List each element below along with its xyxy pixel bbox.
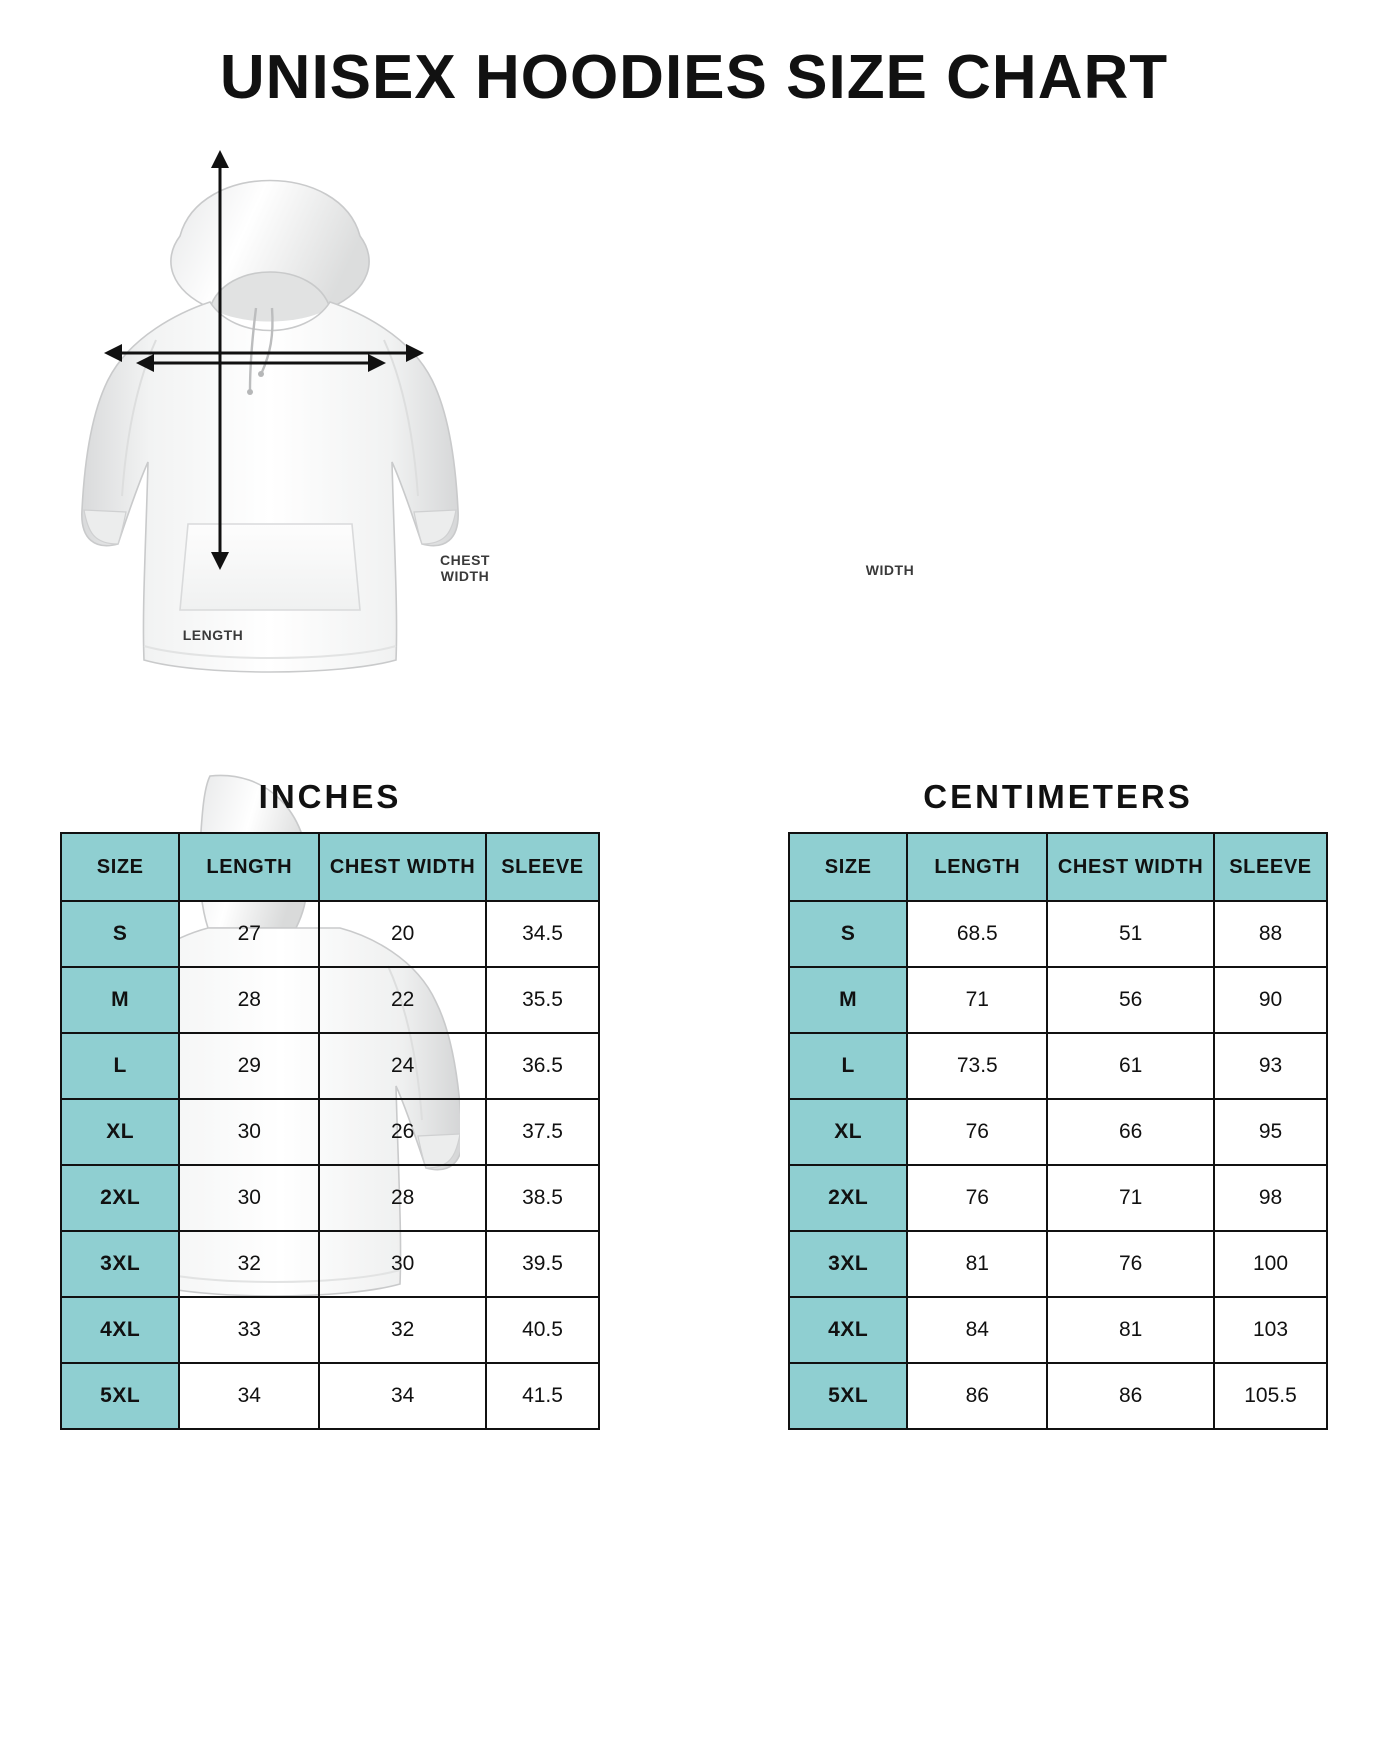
cell-size: 4XL — [789, 1297, 907, 1363]
cell-sleeve: 105.5 — [1214, 1363, 1327, 1429]
table-row — [789, 1165, 1327, 1231]
cell-chest-width: 81 — [1047, 1297, 1214, 1363]
cell-length: 33 — [179, 1297, 319, 1363]
column-header-sleeve: SLEEVE — [486, 833, 599, 901]
cell-sleeve: 100 — [1214, 1231, 1327, 1297]
cell-chest-width: 20 — [319, 901, 486, 967]
cell-sleeve: 35.5 — [486, 967, 599, 1033]
centimeters-table-wrap — [788, 778, 1328, 1430]
cell-length: 71 — [907, 967, 1047, 1033]
table-row — [789, 1033, 1327, 1099]
table-row — [789, 1297, 1327, 1363]
cell-chest-width: 66 — [1047, 1099, 1214, 1165]
cell-size: L — [789, 1033, 907, 1099]
cell-size: 4XL — [61, 1297, 179, 1363]
cell-sleeve: 93 — [1214, 1033, 1327, 1099]
column-header-chest-width: CHEST WIDTH — [319, 833, 486, 901]
cell-sleeve: 41.5 — [486, 1363, 599, 1429]
cell-length: 86 — [907, 1363, 1047, 1429]
cell-size: XL — [789, 1099, 907, 1165]
width-label: WIDTH — [865, 562, 915, 579]
centimeters-heading: CENTIMETERS — [923, 778, 1193, 816]
cell-chest-width: 76 — [1047, 1231, 1214, 1297]
cell-sleeve: 38.5 — [486, 1165, 599, 1231]
cell-sleeve: 98 — [1214, 1165, 1327, 1231]
cell-sleeve: 34.5 — [486, 901, 599, 967]
page-title: UNISEX HOODIES SIZE CHART — [219, 43, 1169, 112]
cell-size: XL — [61, 1099, 179, 1165]
cell-length: 68.5 — [907, 901, 1047, 967]
cell-chest-width: 34 — [319, 1363, 486, 1429]
cell-chest-width: 22 — [319, 967, 486, 1033]
table-header-row — [61, 833, 599, 901]
cell-size: 5XL — [789, 1363, 907, 1429]
column-header-sleeve: SLEEVE — [1214, 833, 1327, 901]
column-header-chest-width: CHEST WIDTH — [1047, 833, 1214, 901]
inches-heading: INCHES — [258, 778, 402, 816]
cell-size: 5XL — [61, 1363, 179, 1429]
cell-sleeve: 36.5 — [486, 1033, 599, 1099]
cell-chest-width: 26 — [319, 1099, 486, 1165]
size-tables — [60, 778, 1328, 1430]
inches-table — [60, 832, 600, 1430]
cell-length: 84 — [907, 1297, 1047, 1363]
column-header-length: LENGTH — [179, 833, 319, 901]
table-row — [789, 967, 1327, 1033]
table-row — [61, 1033, 599, 1099]
table-row — [61, 967, 599, 1033]
cell-chest-width: 51 — [1047, 901, 1214, 967]
cell-sleeve: 95 — [1214, 1099, 1327, 1165]
centimeters-table — [788, 832, 1328, 1430]
cell-size: 2XL — [61, 1165, 179, 1231]
chest-width-label — [405, 552, 525, 584]
table-row — [789, 1231, 1327, 1297]
cell-size: S — [61, 901, 179, 967]
length-label: LENGTH — [182, 627, 244, 644]
cell-chest-width: 61 — [1047, 1033, 1214, 1099]
cell-chest-width: 56 — [1047, 967, 1214, 1033]
table-row — [61, 901, 599, 967]
cell-size: M — [789, 967, 907, 1033]
cell-length: 29 — [179, 1033, 319, 1099]
cell-size: S — [789, 901, 907, 967]
cell-length: 34 — [179, 1363, 319, 1429]
chest-width-label-line2: WIDTH — [440, 568, 490, 585]
table-row — [61, 1363, 599, 1429]
cell-chest-width: 24 — [319, 1033, 486, 1099]
column-header-length: LENGTH — [907, 833, 1047, 901]
cell-sleeve: 103 — [1214, 1297, 1327, 1363]
cell-sleeve: 39.5 — [486, 1231, 599, 1297]
cell-length: 27 — [179, 901, 319, 967]
cell-length: 81 — [907, 1231, 1047, 1297]
table-row — [789, 1099, 1327, 1165]
table-row — [789, 1363, 1327, 1429]
cell-size: M — [61, 967, 179, 1033]
hoodie-front-view — [60, 140, 580, 760]
cell-chest-width: 32 — [319, 1297, 486, 1363]
cell-length: 76 — [907, 1165, 1047, 1231]
table-header-row — [789, 833, 1327, 901]
cell-chest-width: 28 — [319, 1165, 486, 1231]
hoodie-illustrations — [60, 140, 1328, 760]
cell-length: 28 — [179, 967, 319, 1033]
table-row — [61, 1297, 599, 1363]
column-header-size: SIZE — [789, 833, 907, 901]
table-row — [61, 1231, 599, 1297]
column-header-size: SIZE — [61, 833, 179, 901]
cell-size: 3XL — [789, 1231, 907, 1297]
table-row — [789, 901, 1327, 967]
inches-table-wrap — [60, 778, 600, 1430]
cell-size: 3XL — [61, 1231, 179, 1297]
cell-chest-width: 30 — [319, 1231, 486, 1297]
cell-chest-width: 86 — [1047, 1363, 1214, 1429]
chest-width-label-line1: CHEST — [440, 552, 490, 569]
cell-length: 30 — [179, 1099, 319, 1165]
cell-length: 30 — [179, 1165, 319, 1231]
cell-size: 2XL — [789, 1165, 907, 1231]
cell-chest-width: 71 — [1047, 1165, 1214, 1231]
cell-size: L — [61, 1033, 179, 1099]
cell-length: 32 — [179, 1231, 319, 1297]
cell-sleeve: 40.5 — [486, 1297, 599, 1363]
cell-length: 76 — [907, 1099, 1047, 1165]
cell-sleeve: 37.5 — [486, 1099, 599, 1165]
table-row — [61, 1165, 599, 1231]
cell-length: 73.5 — [907, 1033, 1047, 1099]
width-arrow-icon — [136, 348, 386, 378]
cell-sleeve: 90 — [1214, 967, 1327, 1033]
cell-sleeve: 88 — [1214, 901, 1327, 967]
table-row — [61, 1099, 599, 1165]
size-chart-page — [0, 44, 1388, 1755]
